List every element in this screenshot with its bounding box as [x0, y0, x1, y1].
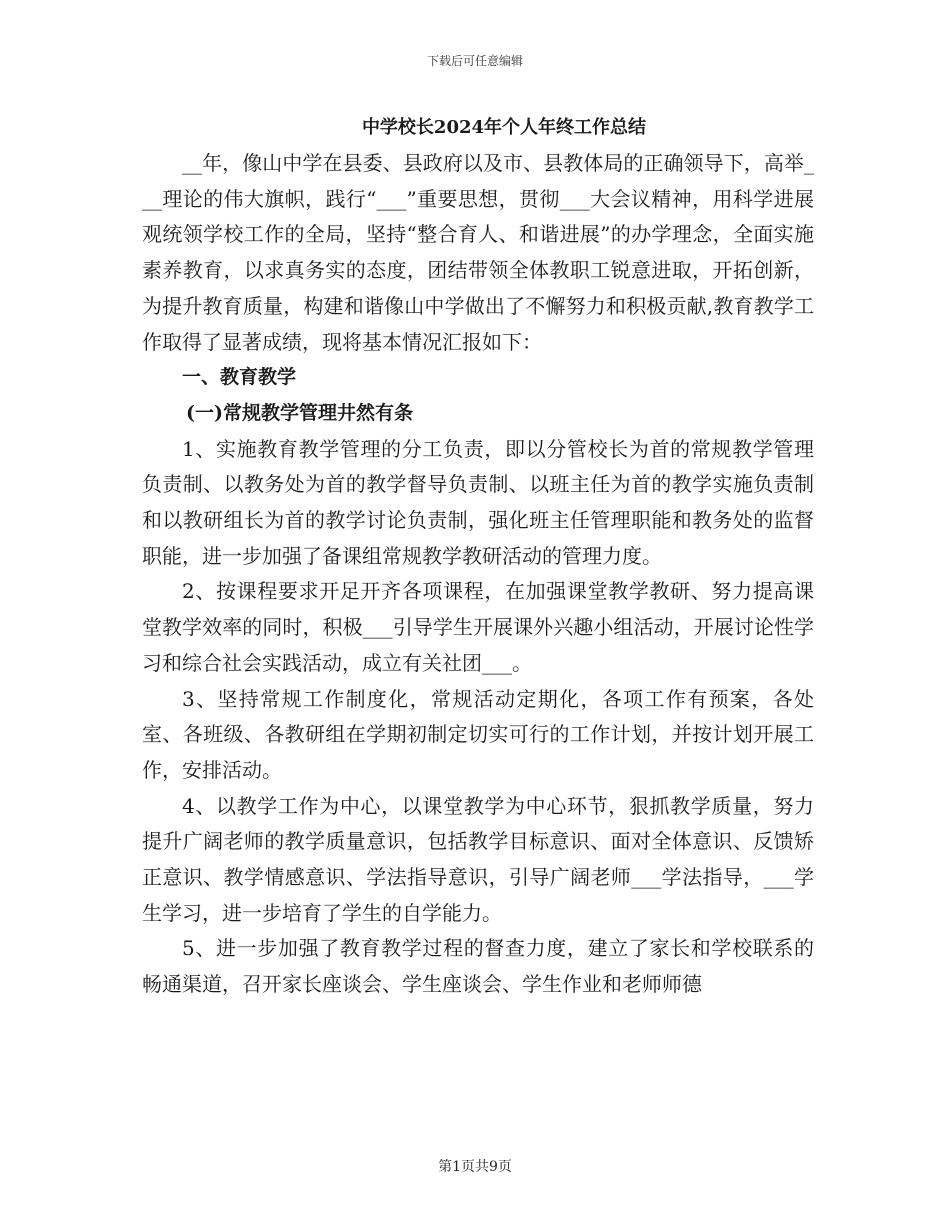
subsection-heading: (一)常规教学管理井然有条 — [186, 401, 413, 424]
list-item: 2、按课程要求开足开齐各项课程，在加强课堂教学教研、努力提高课堂教学效率的同时，积极___引导学生开展课外兴趣小组活动，开展讨论性学习和综合社会实践活动，成立有关社团___。 — [142, 579, 814, 675]
list-item: 3、坚持常规工作制度化，常规活动定期化，各项工作有预案，各处室、各班级、各教研组在学期初制定切实可行的工作计划，并按计划开展工作，安排活动。 — [142, 686, 814, 782]
list-item: 1、实施教育教学管理的分工负责，即以分管校长为首的常规教学管理负责制、以教务处为首的教学督导负责制、以班主任为首的教学实施负责制和以教研组长为首的教学讨论负责制，强化班主任管理职能和教务处的监督职能，进一步加强了备课组常规教学教研活动的管理力度。 — [142, 436, 814, 568]
page-header: 下载后可任意编辑 — [426, 54, 523, 68]
intro-paragraph: __年，像山中学在县委、县政府以及市、县教体局的正确领导下，高举___理论的伟大旗帜，践行“___”重要思想，贯彻___大会议精神，用科学进展观统领学校工作的全局，坚持“整合育人、和谐进展”的办学理念，全面实施素养教育，以求真务实的态度，团结带领全体教职工锐意进取，开拓创新，为提升教育质量，构建和谐像山中学做出了不懈努力和积极贡献,教育教学工作取得了显著成绩，现将基本情况汇报如下： — [142, 151, 814, 354]
list-item: 5、进一步加强了教育教学过程的督查力度，建立了家长和学校联系的畅通渠道，召开家长座谈会、学生座谈会、学生作业和老师师德 — [142, 936, 814, 997]
section-heading: 一、教育教学 — [182, 366, 297, 389]
document-body — [142, 110, 814, 1003]
document-title: 中学校长2024年个人年终工作总结 — [361, 117, 647, 138]
page-footer: 第1页共9页 — [438, 1159, 512, 1175]
list-item: 4、以教学工作为中心，以课堂教学为中心环节，狠抓教学质量，努力提升广阔老师的教学质量意识，包括教学目标意识、面对全体意识、反馈矫正意识、教学情感意识、学法指导意识，引导广阔老师___学法指导，___学生学习，进一步培育了学生的自学能力。 — [142, 793, 814, 925]
